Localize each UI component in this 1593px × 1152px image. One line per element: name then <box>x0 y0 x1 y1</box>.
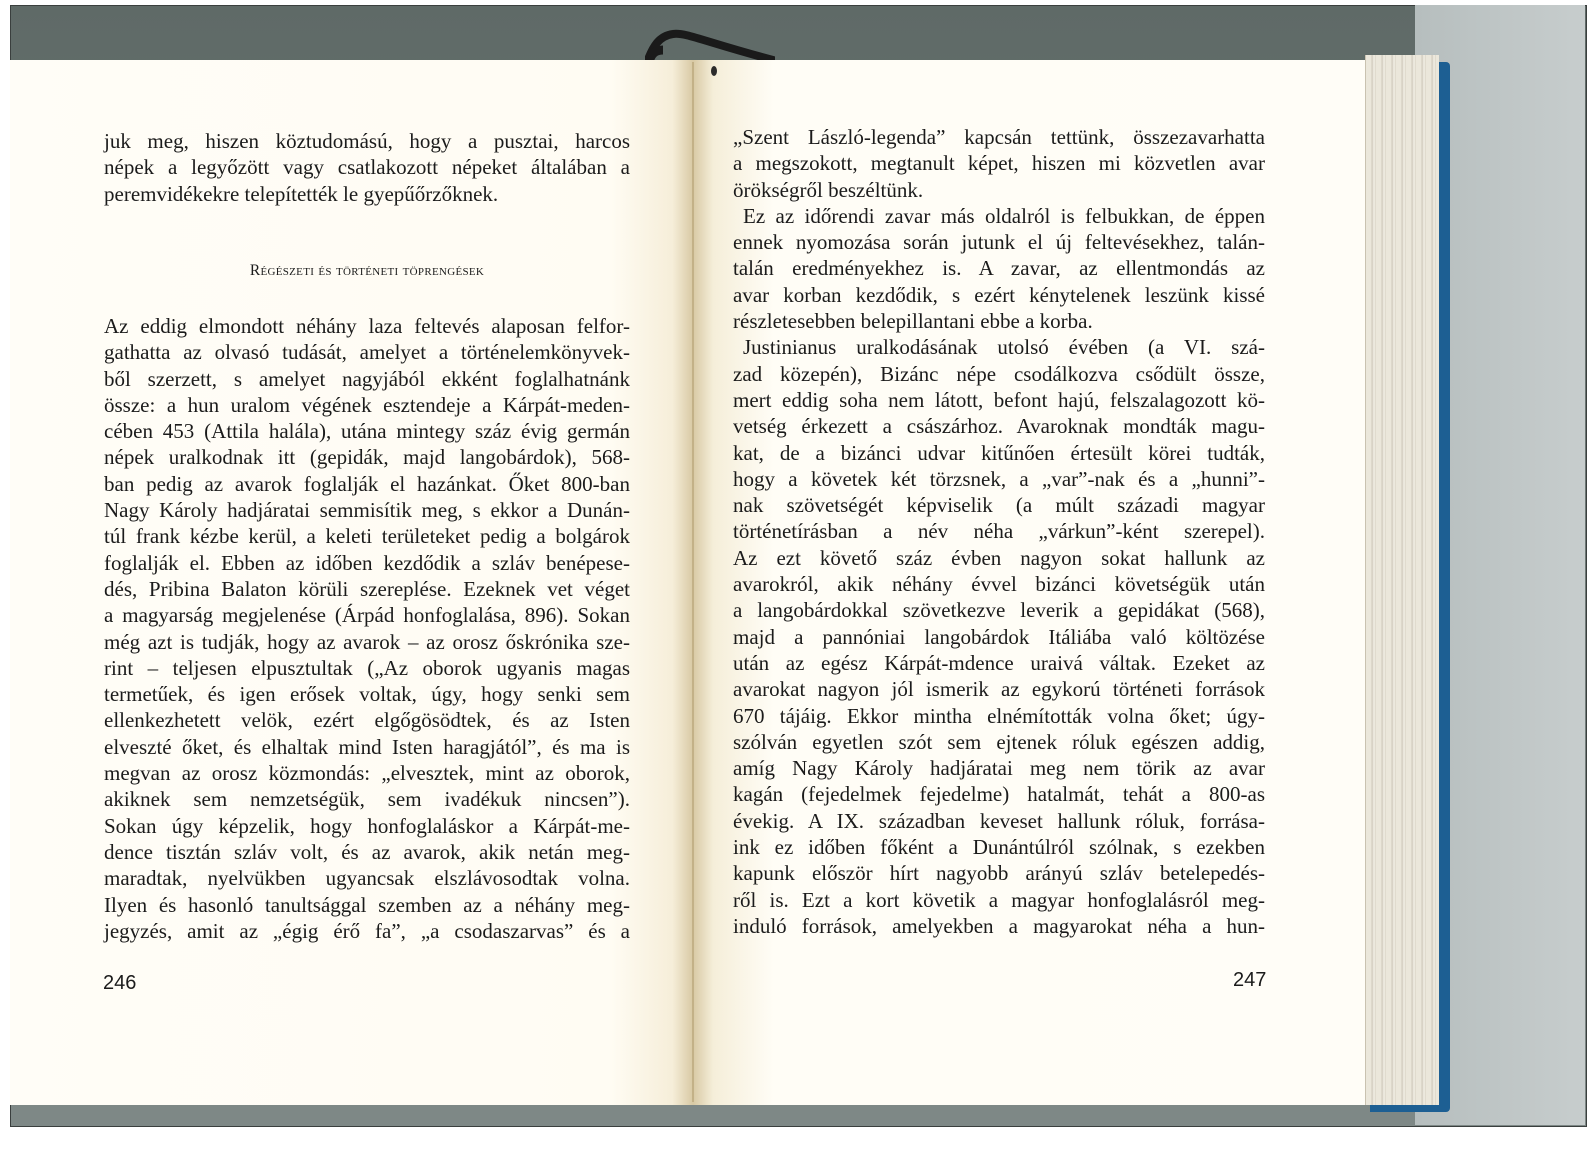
text-line: történetírásban a név néha „várkun”-ként szerepel). <box>733 519 1265 544</box>
text-line: ellenkezhetett velök, ezért elgőgösödtek, és az Isten <box>104 708 630 733</box>
text-line: akiknek sem nemzetségük, sem ivadékuk nincsen”). <box>104 787 630 812</box>
text-line: termetűek, és igen erősek voltak, úgy, hogy senki sem <box>104 682 630 707</box>
text-line: rint – teljesen elpusztultak („Az oborok ugyanis magas <box>104 655 630 680</box>
text-line: talán eredményekhez is. A zavar, az ellentmondás az <box>733 256 1265 281</box>
text-line: avarokat nagyon jól ismerik az egykorú történeti források <box>733 677 1265 702</box>
text-line: a magyarság megjelenése (Árpád honfoglalása, 896). Sokan <box>104 603 630 628</box>
section-heading: Régészeti és történeti töprengések <box>249 262 485 279</box>
text-line: ban pedig az avarok foglalják el hazánkat. Őket 800-ban <box>104 471 630 496</box>
text-line: szólván egyetlen szót sem ejtenek róluk egészen addig, <box>733 729 1265 754</box>
text-line: megvan az orosz közmondás: „elvesztek, mint az oborok, <box>104 761 630 786</box>
text-line: a langobárdokkal szövetkezve leverik a gepidákat (568), <box>733 598 1265 623</box>
text-line: gathatta az olvasó tudását, amelyet a történelemkönyvek- <box>104 340 630 365</box>
text-line: jegyzés, amit az „égig érő fa”, „a csodaszarvas” és a <box>104 918 630 943</box>
text-line: után az egész Kárpát-mdence uraivá váltak. Ezeket az <box>733 650 1265 675</box>
text-line: kagán (fejedelmek fejedelme) hatalmát, tehát a 800-as <box>733 782 1265 807</box>
text-line: zad közepén), Bizánc népe csodálkozva csődült össze, <box>733 361 1265 386</box>
left-intro-paragraph <box>104 128 630 207</box>
page-edges <box>1365 55 1439 1105</box>
text-line: még azt is tudják, hogy az avarok – az orosz őskrónika sze- <box>104 629 630 654</box>
text-line: induló források, amelyekben a magyarokat néha a hun- <box>733 913 1265 938</box>
book-gutter <box>692 62 694 1102</box>
text-line: avar korban kezdődik, s ezért kénytelenek leszünk kissé <box>733 282 1265 307</box>
text-line: örökségről beszéltünk. <box>733 177 924 202</box>
text-line: a megszokott, megtanult képet, hiszen mi közvetlen avar <box>733 151 1265 176</box>
page-number-left: 246 <box>103 972 137 994</box>
text-line: Justinianus uralkodásának utolsó évében (a VI. szá- <box>743 335 1265 360</box>
text-line: népek uralkodnak itt (gepidák, majd langobárdok), 568- <box>104 445 630 470</box>
text-line: ből szerzett, s amelyet nagyjából ekként foglalhatnánk <box>104 366 630 391</box>
text-line: ről is. Ezt a kort követik a magyar honfoglalásról meg- <box>733 887 1265 912</box>
text-line: Nagy Károly hadjáratai semmisítik meg, s ekkor a Dunán- <box>104 498 630 523</box>
text-line: ennek nyomozása során jutunk el új feltevésekhez, talán- <box>733 230 1265 255</box>
text-line: majd a pannóniai langobárdok Itáliába való költözése <box>733 624 1265 649</box>
text-line: mert eddig soha nem látott, befont hajú, felszalagozott kö- <box>733 387 1265 412</box>
text-line: Ez az időrendi zavar más oldalról is felbukkan, de éppen <box>743 203 1265 228</box>
text-line: juk meg, hiszen köztudomású, hogy a pusztai, harcos <box>104 129 630 153</box>
text-line: ink ez időben főként a Dunántúlról szólnak, s ezekben <box>733 835 1265 860</box>
text-line: foglalják el. Ebben az időben kezdődik a szláv benépese- <box>104 550 630 575</box>
text-line: nak szövetségét képviselik (a múlt századi magyar <box>733 493 1265 518</box>
text-line: amíg Nagy Károly hadjáratai meg nem törik az avar <box>733 756 1265 781</box>
text-line: maradtak, nyelvükben ugyancsak elszlávosodtak volna. <box>104 866 630 891</box>
text-line: Ilyen és hasonló tanultsággal szemben az a néhány meg- <box>104 892 630 917</box>
text-line: népek a legyőzött vagy csatlakozott népeket általában a <box>104 155 630 180</box>
text-line: részletesebben belepillantani ebbe a korba. <box>733 309 1093 334</box>
text-line: össze: a hun uralom végének esztendeje a Kárpát-meden- <box>104 392 630 417</box>
text-line: avarokról, akik néhány évvel bizánci követségük után <box>733 572 1265 597</box>
text-line: 670 tájáig. Ekkor mintha elnémították volna őket; úgy- <box>733 703 1265 728</box>
text-line: túl frank kézbe kerül, a keleti területeket pedig a bolgárok <box>104 524 630 549</box>
text-line: kapunk először hírt nagyobb arányú szláv betelepedés- <box>733 861 1265 886</box>
text-line: kat, de a bizánci udvar kitűnően értesült körei tudták, <box>733 440 1265 465</box>
paper-speck <box>711 66 717 76</box>
text-line: dence tisztán szláv volt, és az avarok, akik netán meg- <box>104 839 630 864</box>
text-line: Sokan úgy képzelik, hogy honfoglaláskor a Kárpát-me- <box>104 813 630 838</box>
text-line: cében 453 (Attila halála), utána mintegy száz évig germán <box>104 419 630 444</box>
text-line: „Szent László-legenda” kapcsán tettünk, összezavarhatta <box>733 125 1265 149</box>
text-line: dés, Pribina Balaton körüli szereplése. Ezeknek vet véget <box>104 576 630 601</box>
text-line: Az eddig elmondott néhány laza feltevés alaposan felfor- <box>104 314 630 338</box>
page-number-right: 247 <box>1233 969 1267 991</box>
text-line: évekig. A IX. században keveset hallunk róluk, forrása- <box>733 808 1265 833</box>
text-line: hogy a követek két törzsnek, a „var”-nak és a „hunni”- <box>733 466 1265 491</box>
text-line: vetség érkezett a császárhoz. Avaroknak mondták magu- <box>733 414 1265 439</box>
text-line: Az ezt követő száz évben nagyon sokat hallunk az <box>733 545 1265 570</box>
text-line: elveszté őket, és elhaltak mind Isten haragjától”, és ma is <box>104 734 630 759</box>
right-page-text <box>733 124 1265 939</box>
left-body-paragraph <box>104 313 630 944</box>
bookmark-ribbon <box>645 28 775 62</box>
text-line: peremvidékekre telepítették le gyepűőrzőknek. <box>104 181 499 206</box>
